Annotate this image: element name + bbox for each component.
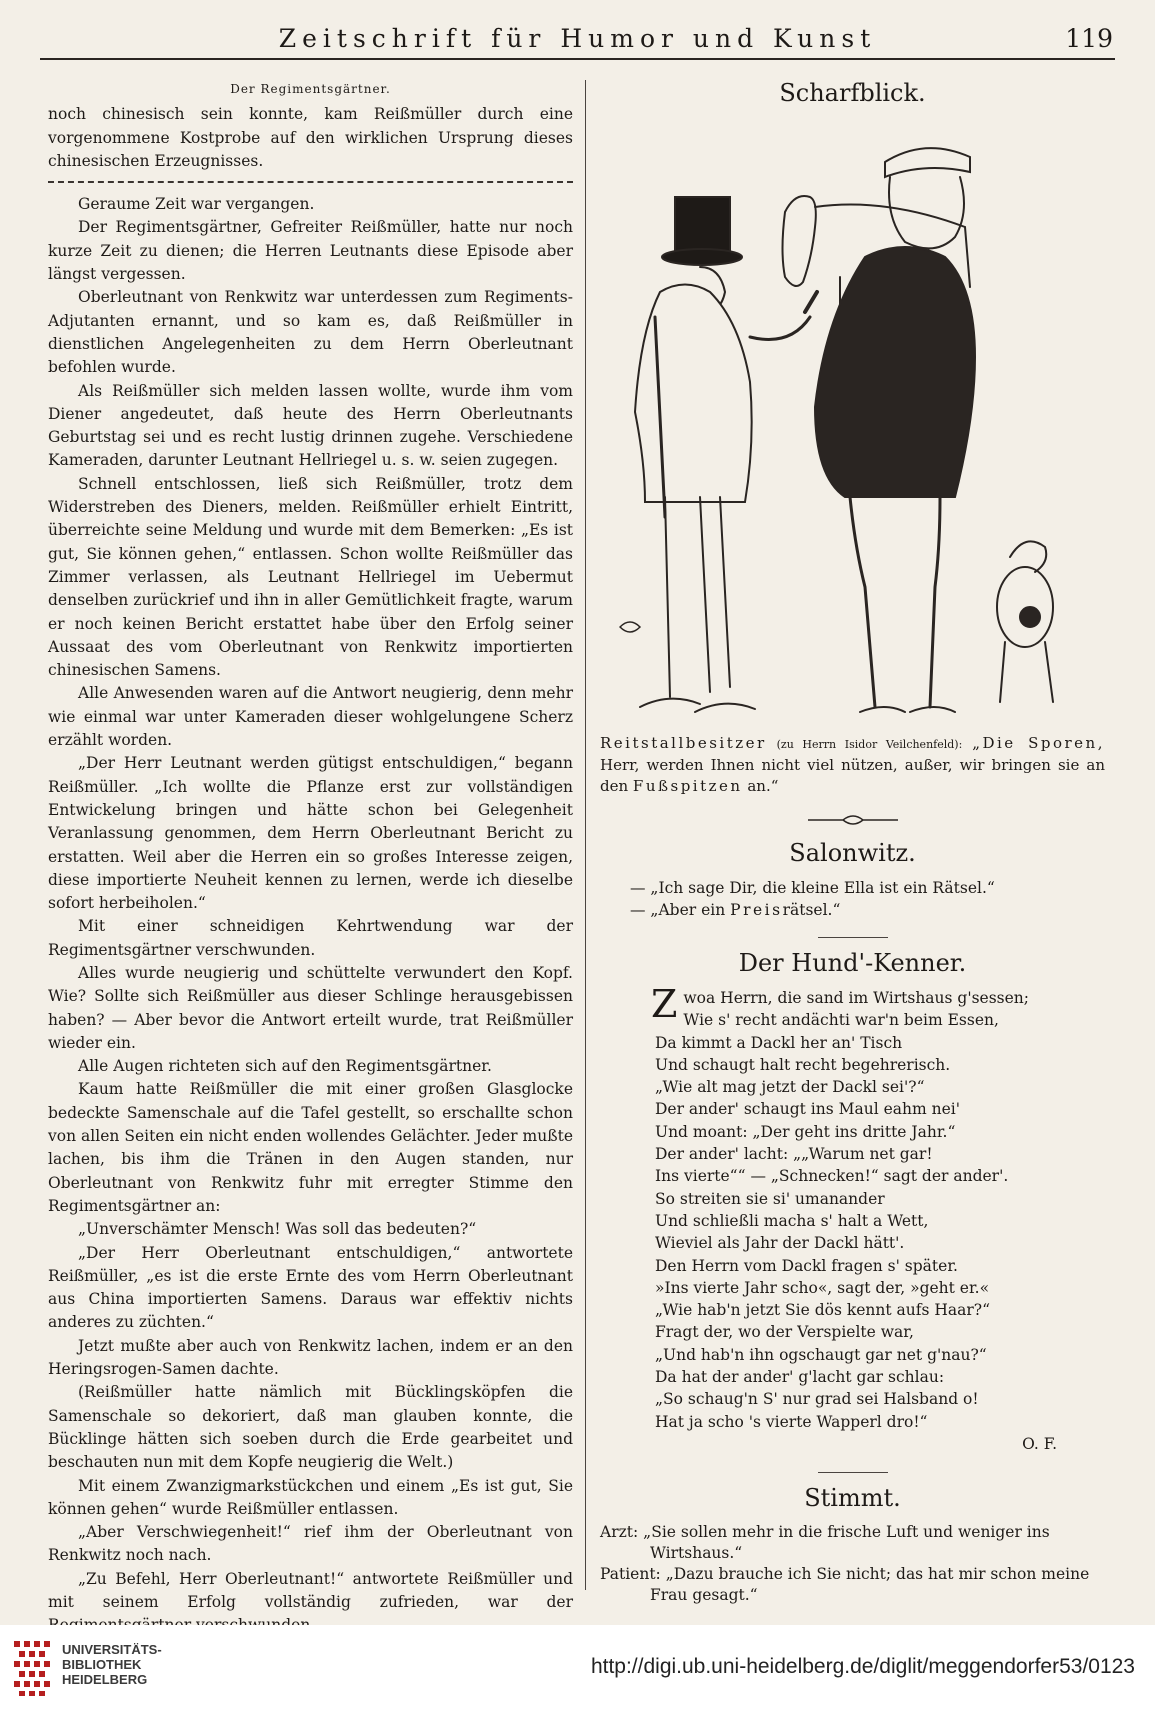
hundkenner-title: Der Hund'-Kenner. (738, 949, 967, 977)
man-cap (815, 148, 975, 712)
caption-spoken-1: „Die Sporen, (972, 734, 1105, 752)
patient-label: Patient: (600, 1564, 661, 1583)
paragraph: „Zu Befehl, Herr Oberleutnant!“ antwortete Reißmüller und mit seinem Erfolg vollständig zufrieden, war der (48, 1569, 573, 1611)
poem-line: Und schaugt halt recht begehrerisch. (655, 1055, 951, 1074)
scharfblick-title: Scharfblick. (779, 79, 926, 107)
arzt-label: Arzt: (600, 1522, 639, 1541)
horse-head (783, 196, 816, 286)
paragraph: Als Reißmüller sich melden lassen wollte, wurde ihm vom Diener angedeutet, daß heute des Herrn Oberleutnants Geburtstag sei und es recht lustig drinnen zugehe. Verschiedene Kameraden, darunter Leutnant Hellriegel u. s. w. seien zugegen. (48, 381, 573, 470)
poem-line: Wieviel als Jahr der Dackl hätt'. (655, 1234, 905, 1253)
institution-line: HEIDELBERG (62, 1672, 148, 1687)
paragraph: „Aber Verschwiegenheit!“ rief ihm der Oberleutnant von Renkwitz noch nach. (48, 1523, 573, 1565)
paragraph: „Der Herr Oberleutnant entschuldigen,“ antwortete Reißmüller, „es ist die erste Ernte des vom Herrn Oberleutnant aus China importierten Samens. Daraus war effektiv nichts anderes zu züchten.“ (48, 1243, 573, 1332)
paragraph: Mit einem Zwanzigmarkstückchen und einem „Es ist gut, Sie können gehen“ wurde Reißmüller entlassen. (48, 1476, 573, 1518)
page-header (40, 18, 1115, 60)
institution-name (62, 1642, 162, 1687)
stimmt-dialog (600, 1522, 1105, 1606)
caption-aside: (zu Herrn Isidor Veilchenfeld): (776, 738, 963, 751)
page-number: 119 (1065, 24, 1113, 53)
dashed-separator (48, 181, 573, 183)
flourish-divider (600, 809, 1105, 832)
scharfblick-caption (600, 733, 1105, 797)
poem-line: Fragt der, wo der Verspielte war, (655, 1323, 914, 1342)
stimmt-patient (600, 1564, 1105, 1606)
salonwitz-line (630, 899, 1105, 921)
poem-line: So streiten sie si' umanander (655, 1189, 885, 1208)
salonwitz-line2-a: — „Aber ein (630, 901, 726, 919)
library-footer (0, 1625, 1155, 1710)
poem-line: Wie s' recht andächti war'n beim Essen, (683, 1011, 999, 1030)
poem-line: Hat ja scho 's vierte Wapperl dro!“ (655, 1412, 928, 1431)
stimmt-title: Stimmt. (804, 1483, 901, 1512)
patient-text: „Dazu brauche ich Sie nicht; das hat mir schon meine Frau gesagt.“ (650, 1564, 1090, 1604)
salonwitz-line2-c: rätsel.“ (782, 901, 841, 919)
poem-line: Da hat der ander' g'lacht gar schlau: (655, 1368, 945, 1387)
column-divider (585, 80, 586, 1590)
poem-line: Der ander' lacht: „„Warum net gar! (655, 1145, 933, 1164)
paragraph: Alles wurde neugierig und schüttelte verwundert den Kopf. Wie? Sollte sich Reißmüller aus dieser Schlinge herausgebissen haben? — Aber bevor die Antwort erteilt wurde, trat Reißmüller wieder ein. (48, 963, 573, 1052)
poem-line: Und schließli macha s' halt a Wett, (655, 1211, 929, 1230)
caption-text-2: an.“ (747, 777, 779, 795)
caption-speaker: Reitstallbesitzer (600, 734, 767, 752)
poem-line: Der ander' schaugt ins Maul eahm nei' (655, 1100, 960, 1119)
paragraph: Schnell entschlossen, ließ sich Reißmüller, trotz dem Widerstreben des Dieners, melden. Reißmüller erhielt Eintritt, überreichte seine Meldung und wurde mit dem Bemerken: „Es ist gut, Sie können gehen,“ entlassen. Schon wollte Reißmüller das Zimmer verlassen, als Leutnant Hellriegel im Uebermut denselben zurückrief und ihn in aller Gemütlichkeit fragte, warum er noch keinen Bericht erstattet habe über den Erfolg seiner Aussaat des vom Oberleutnant von Renkwitz importierten chinesischen Samens. (48, 474, 573, 680)
stable-owner-illustration (600, 117, 1105, 727)
paragraph: Mit einer schneidigen Kehrtwendung war der Regimentsgärtner verschwunden. (48, 917, 573, 959)
journal-title: Zeitschrift für Humor und Kunst (278, 24, 877, 53)
right-column (600, 78, 1105, 1606)
poem-line: »Ins vierte Jahr scho«, sagt der, »geht er.« (655, 1278, 990, 1297)
arzt-text: „Sie sollen mehr in die frische Luft und weniger ins Wirtshaus.“ (643, 1522, 1050, 1562)
drop-cap: Z (651, 982, 678, 1026)
poem-line: woa Herrn, die sand im Wirtshaus g'sessen; (683, 989, 1030, 1007)
paragraph: Jetzt mußte aber auch von Renkwitz lachen, indem er an den Heringsrogen-Samen dachte. (48, 1336, 573, 1379)
intro-paragraph: noch chinesisch sein konnte, kam Reißmüller durch eine vorgenommene Kostprobe auf den wirklichen Ursprung dieses chinesischen Erzeugnisses. (48, 105, 573, 170)
poem-line: Den Herrn vom Dackl fragen s' später. (655, 1256, 958, 1275)
institution-line: BIBLIOTHEK (62, 1657, 142, 1672)
paragraph: Alle Anwesenden waren auf die Antwort neugierig, denn mehr wie einmal war unter Kameraden dieser wohlgelungene Scherz erzählt worden. (48, 684, 573, 750)
poem-line: „Und hab'n ihn ogschaugt gar net g'nau?“ (655, 1345, 987, 1364)
short-rule (818, 937, 888, 938)
source-url-link[interactable]: http://digi.ub.uni-heidelberg.de/diglit/meggendorfer53/0123 (590, 1655, 1135, 1678)
poem-line: Ins vierte““ — „Schnecken!“ sagt der ander'. (655, 1167, 1009, 1186)
institution-line: UNIVERSITÄTS- (62, 1642, 162, 1657)
man-top-hat (635, 197, 817, 712)
poem-signature: O. F. (1022, 1434, 1057, 1453)
paragraph: Oberleutnant von Renkwitz war unterdessen zum Regiments-Adjutanten ernannt, und so kam es, daß Reißmüller in dienstlichen Angelegenheiten zu dem Herrn Oberleutnant befohlen wurde. (48, 288, 573, 377)
paragraph: (Reißmüller hatte nämlich mit Bücklingsköpfen die Samenschale so dekoriert, daß man glauben konnte, die Bücklinge hätten sich soeben durch die Erde gearbeitet und beschauten nun mit dem Kopfe neugierig die Welt.) (48, 1383, 573, 1472)
paragraph: Geraume Zeit war vergangen. (78, 195, 315, 214)
left-column (48, 78, 573, 1665)
stimmt-arzt (600, 1522, 1105, 1564)
salonwitz-title: Salonwitz. (789, 839, 916, 867)
paragraph: Der Regimentsgärtner, Gefreiter Reißmüller, hatte nur noch kurze Zeit zu dienen; die Herren Leutnants diese Episode aber längst vergessen. (48, 218, 573, 284)
paragraph: Kaum hatte Reißmüller die mit einer großen Glasglocke bedeckte Samenschale auf die Tafel gestellt, so erschallte schon von allen Seiten ein nicht enden wollendes Gelächter. Jeder mußte lachen, bis ihm die Tränen in den Augen standen, nur Oberleutnant von Renkwitz fuhr mit erregter Stimme den Regimentsgärtner an: (48, 1080, 573, 1215)
paragraph: „Unverschämter Mensch! Was soll das bedeuten?“ (78, 1220, 477, 1239)
short-rule (818, 1472, 888, 1473)
running-head: Der Regimentsgärtner. (230, 82, 391, 96)
caption-spoken-2: Fußspitzen (632, 777, 743, 795)
caption-text-1: Herr, werden Ihnen nicht viel nützen, außer, wir bringen sie an den (600, 756, 1105, 795)
salonwitz-line2-b: Preis (730, 901, 783, 919)
paragraph: „Der Herr Leutnant werden gütigst entschuldigen,“ begann Reißmüller. „Ich wollte die Pflanze erst zur vollständigen Entwickelung bringen und hätte schon bei Gelegenheit Veranlassung genommen, dem Herrn Oberleutnant Bericht zu erstatten. Weil aber die Herren ein so großes Interesse zeigen, diese importierte Neuheit kennen zu lernen, werde ich dieselbe sofort herbeiholen.“ (48, 754, 573, 913)
poem-line: „So schaug'n S' nur grad sei Halsband o! (655, 1390, 979, 1409)
paragraph: Alle Augen richteten sich auf den Regimentsgärtner. (78, 1057, 492, 1076)
university-seal-icon (12, 1639, 52, 1697)
poem-line: Und moant: „Der geht ins dritte Jahr.“ (655, 1122, 956, 1141)
poem (651, 982, 1105, 1433)
monogram (620, 622, 640, 632)
poem-line: „Wie alt mag jetzt der Dackl sei'?“ (655, 1078, 925, 1097)
dog (997, 541, 1053, 702)
salonwitz-line: — „Ich sage Dir, die kleine Ella ist ein Rätsel.“ (630, 879, 995, 897)
poem-line: „Wie hab'n jetzt Sie dös kennt aufs Haar?“ (655, 1301, 991, 1320)
poem-line: Da kimmt a Dackl her an' Tisch (655, 1033, 903, 1052)
